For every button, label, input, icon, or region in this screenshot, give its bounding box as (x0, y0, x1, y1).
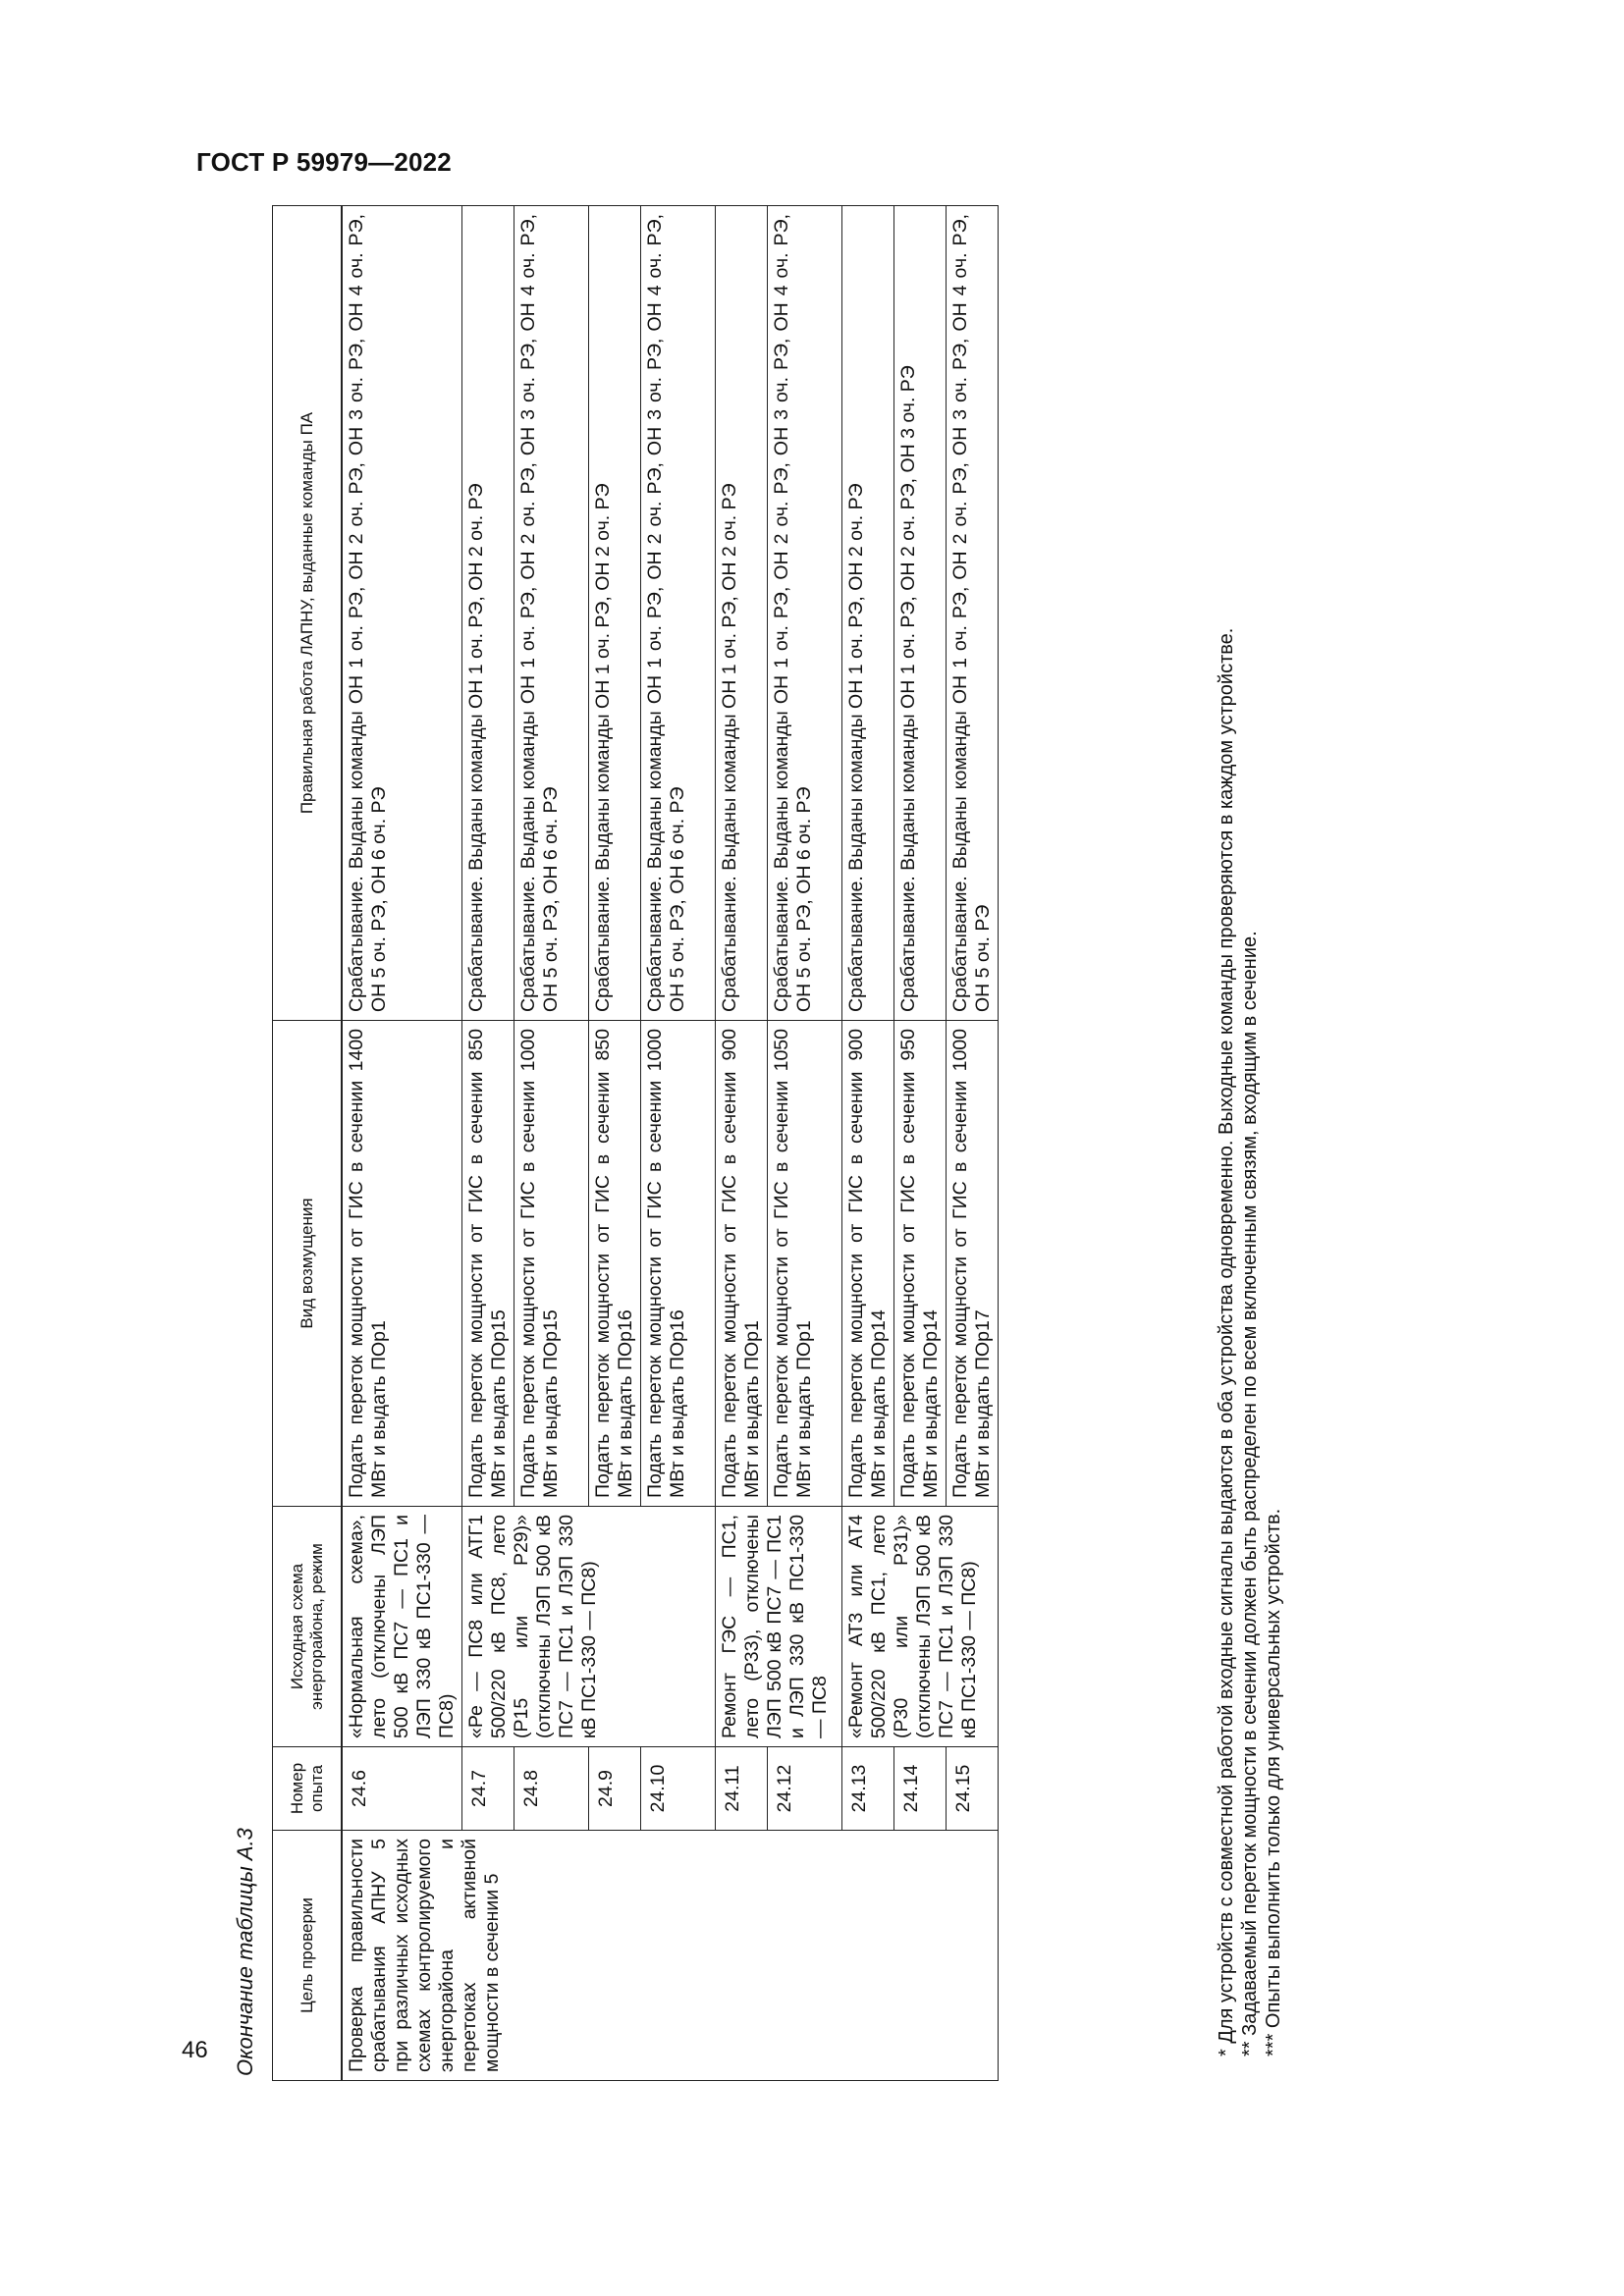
disturbance-cell: Подать переток мощности от ГИС в сечении 850 МВт и выдать ПОр15 (462, 1021, 514, 1507)
table-row (641, 206, 716, 2081)
test-number: 24.13 (842, 1747, 894, 1831)
table-row (342, 206, 462, 2081)
test-number: 24.9 (589, 1747, 641, 1831)
page-number: 46 (182, 2037, 208, 2063)
scheme-cell: «Ремонт АТ3 или АТ4 500/220 кВ ПС1, лето (Р30 или Р31)» (отключены ЛЭП 500 кВ ПС7 — ПС1 и ЛЭП 330 кВ ПС1-330 — ПС8) (842, 1507, 999, 1747)
table-row (947, 206, 999, 2081)
rotated-table-block (233, 196, 1391, 2086)
table-row (462, 206, 514, 2081)
disturbance-cell: Подать переток мощности от ГИС в сечении 900 МВт и выдать ПОр14 (842, 1021, 894, 1507)
footnote-2: ** Задаваемый переток мощности в сечении должен быть распределен по всем включенным связям, входящим в сечение. (1239, 931, 1261, 2056)
test-number: 24.14 (894, 1747, 947, 1831)
table-row (589, 206, 641, 2081)
disturbance-cell: Подать переток мощности от ГИС в сечении 850 МВт и выдать ПОр16 (589, 1021, 641, 1507)
table-row (768, 206, 842, 2081)
column-header-result: Правильная работа ЛАПНУ, выданные команды ПА (273, 206, 343, 1021)
table-row (842, 206, 894, 2081)
scheme-cell: «Нормальная схема», лето (отключены ЛЭП 500 кВ ПС7 — ПС1 и ЛЭП 330 кВ ПС1-330 — ПС8) (342, 1507, 462, 1747)
test-number: 24.6 (342, 1747, 462, 1831)
disturbance-cell: Подать переток мощности от ГИС в сечении 1050 МВт и выдать ПОр1 (768, 1021, 842, 1507)
footnote-1: * Для устройств с совместной работой входные сигналы выдаются в оба устройства одновременно. Выходные команды проверяются в каждом устройстве. (1216, 627, 1237, 2056)
table-header-row (273, 206, 343, 2081)
disturbance-cell: Подать переток мощности от ГИС в сечении 1000 МВт и выдать ПОр17 (947, 1021, 999, 1507)
test-number: 24.8 (514, 1747, 589, 1831)
footnote-3: *** Опыты выполнить только для универсальных устройств. (1263, 1508, 1284, 2056)
disturbance-cell: Подать переток мощности от ГИС в сечении 1400 МВт и выдать ПОр1 (342, 1021, 462, 1507)
column-header-scheme: Исходная схема энергорайона, режим (273, 1507, 343, 1747)
document-header: ГОСТ Р 59979—2022 (196, 147, 452, 177)
result-cell: Срабатывание. Выданы команды ОН 1 оч. РЭ, ОН 2 оч. РЭ (462, 206, 514, 1021)
column-header-number: Номер опыта (273, 1747, 343, 1831)
disturbance-cell: Подать переток мощности от ГИС в сечении 900 МВт и выдать ПОр1 (716, 1021, 768, 1507)
purpose-cell: Проверка правильности срабатывания АПНУ 5 при различных исходных схемах контролируемого энергорайона и перетоках активной мощности в сечении 5 (342, 1831, 999, 2081)
test-number: 24.12 (768, 1747, 842, 1831)
footnotes (1215, 221, 1285, 2076)
result-cell: Срабатывание. Выданы команды ОН 1 оч. РЭ, ОН 2 оч. РЭ (589, 206, 641, 1021)
result-cell: Срабатывание. Выданы команды ОН 1 оч. РЭ, ОН 2 оч. РЭ, ОН 3 оч. РЭ, ОН 4 оч. РЭ, ОН 5 оч. РЭ, ОН 6 оч. РЭ (641, 206, 716, 1021)
disturbance-cell: Подать переток мощности от ГИС в сечении 1000 МВт и выдать ПОр16 (641, 1021, 716, 1507)
test-number: 24.15 (947, 1747, 999, 1831)
result-cell: Срабатывание. Выданы команды ОН 1 оч. РЭ, ОН 2 оч. РЭ, ОН 3 оч. РЭ, ОН 4 оч. РЭ, ОН 5 оч. РЭ, ОН 6 оч. РЭ (768, 206, 842, 1021)
result-cell: Срабатывание. Выданы команды ОН 1 оч. РЭ, ОН 2 оч. РЭ, ОН 3 оч. РЭ, ОН 4 оч. РЭ, ОН 5 оч. РЭ, ОН 6 оч. РЭ (514, 206, 589, 1021)
result-cell: Срабатывание. Выданы команды ОН 1 оч. РЭ, ОН 2 оч. РЭ (716, 206, 768, 1021)
disturbance-cell: Подать переток мощности от ГИС в сечении 1000 МВт и выдать ПОр15 (514, 1021, 589, 1507)
test-table (272, 205, 999, 2081)
test-number: 24.10 (641, 1747, 716, 1831)
table-row (514, 206, 589, 2081)
column-header-disturbance: Вид возмущения (273, 1021, 343, 1507)
result-cell: Срабатывание. Выданы команды ОН 1 оч. РЭ, ОН 2 оч. РЭ, ОН 3 оч. РЭ, ОН 4 оч. РЭ, ОН 5 оч. РЭ, ОН 6 оч. РЭ (342, 206, 462, 1021)
result-cell: Срабатывание. Выданы команды ОН 1 оч. РЭ, ОН 2 оч. РЭ (842, 206, 894, 1021)
table-caption: Окончание таблицы А.3 (233, 1828, 257, 2076)
column-header-purpose: Цель проверки (273, 1831, 343, 2081)
disturbance-cell: Подать переток мощности от ГИС в сечении 950 МВт и выдать ПОр14 (894, 1021, 947, 1507)
test-number: 24.7 (462, 1747, 514, 1831)
result-cell: Срабатывание. Выданы команды ОН 1 оч. РЭ, ОН 2 оч. РЭ, ОН 3 оч. РЭ, ОН 4 оч. РЭ, ОН 5 оч. РЭ (947, 206, 999, 1021)
table-row (894, 206, 947, 2081)
scheme-cell: Ремонт ГЭС — ПС1, лето (Р33), отключены ЛЭП 500 кВ ПС7 — ПС1 и ЛЭП 330 кВ ПС1-330 — ПС8 (716, 1507, 842, 1747)
scheme-cell: «Ре — ПС8 или АТГ1 500/220 кВ ПС8, лето (Р15 или Р29)» (отключены ЛЭП 500 кВ ПС7 — ПС1 и ЛЭП 330 кВ ПС1-330 — ПС8) (462, 1507, 716, 1747)
result-cell: Срабатывание. Выданы команды ОН 1 оч. РЭ, ОН 2 оч. РЭ, ОН 3 оч. РЭ (894, 206, 947, 1021)
table-row (716, 206, 768, 2081)
test-number: 24.11 (716, 1747, 768, 1831)
